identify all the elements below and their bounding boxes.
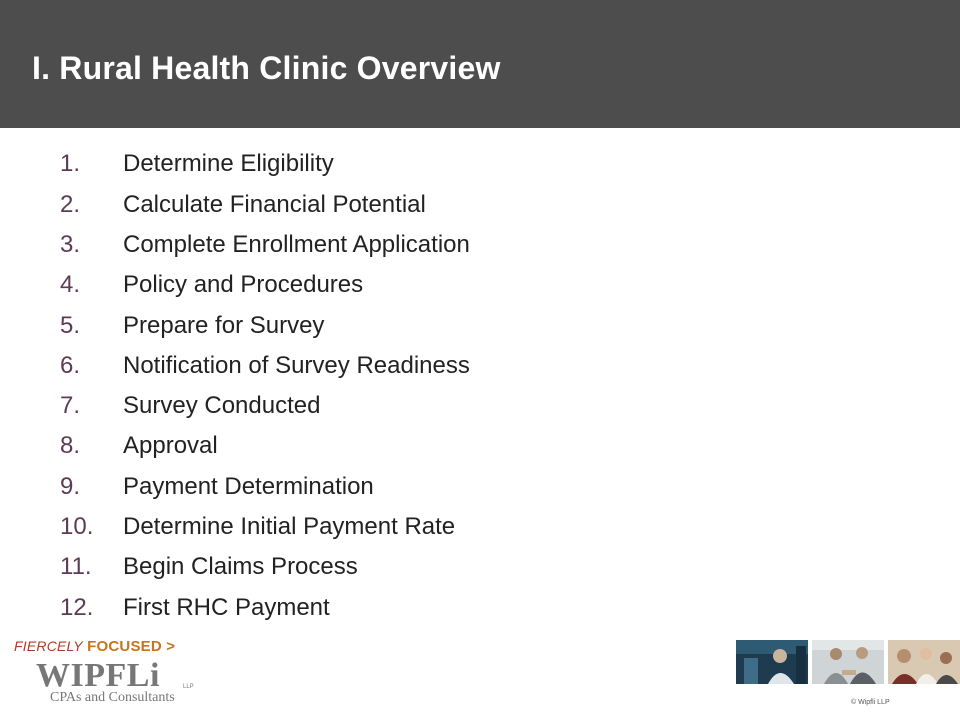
step-number: 2. xyxy=(60,191,81,218)
step-label: Approval xyxy=(123,432,218,459)
photo-doctor-lab xyxy=(736,640,808,684)
company-logo: WIPFLi xyxy=(36,657,160,694)
slide-title: I. Rural Health Clinic Overview xyxy=(32,50,501,86)
title-bar xyxy=(0,0,960,128)
step-label: Payment Determination xyxy=(123,473,374,500)
step-number: 6. xyxy=(60,352,81,379)
step-label: Complete Enrollment Application xyxy=(123,231,470,258)
step-number: 11. xyxy=(60,553,92,580)
step-number: 5. xyxy=(60,312,81,339)
step-label: Begin Claims Process xyxy=(123,553,358,580)
step-number: 9. xyxy=(60,473,81,500)
tagline-part1: FIERCELY xyxy=(14,638,83,654)
step-number: 10. xyxy=(60,513,94,540)
step-number: 8. xyxy=(60,432,81,459)
step-label: Survey Conducted xyxy=(123,392,321,419)
step-label: Policy and Procedures xyxy=(123,271,364,298)
logo-suffix: LLP xyxy=(183,684,194,690)
step-number: 1. xyxy=(60,150,81,177)
photo-team xyxy=(888,640,960,684)
photo-strip xyxy=(736,640,960,684)
step-label: First RHC Payment xyxy=(123,594,330,621)
step-label: Determine Initial Payment Rate xyxy=(123,513,456,540)
step-number: 4. xyxy=(60,271,81,298)
step-label: Notification of Survey Readiness xyxy=(123,352,470,379)
step-label: Determine Eligibility xyxy=(123,150,334,177)
step-label: Calculate Financial Potential xyxy=(123,191,426,218)
step-label: Prepare for Survey xyxy=(123,312,325,339)
copyright-text: © Wipfli LLP xyxy=(851,699,890,706)
logo-subtitle: CPAs and Consultants xyxy=(50,690,175,705)
tagline xyxy=(14,638,175,655)
photo-handshake xyxy=(812,640,884,684)
step-number: 7. xyxy=(60,392,81,419)
step-number: 3. xyxy=(60,231,81,258)
step-number: 12. xyxy=(60,594,94,621)
tagline-part2: FOCUSED > xyxy=(87,638,176,655)
